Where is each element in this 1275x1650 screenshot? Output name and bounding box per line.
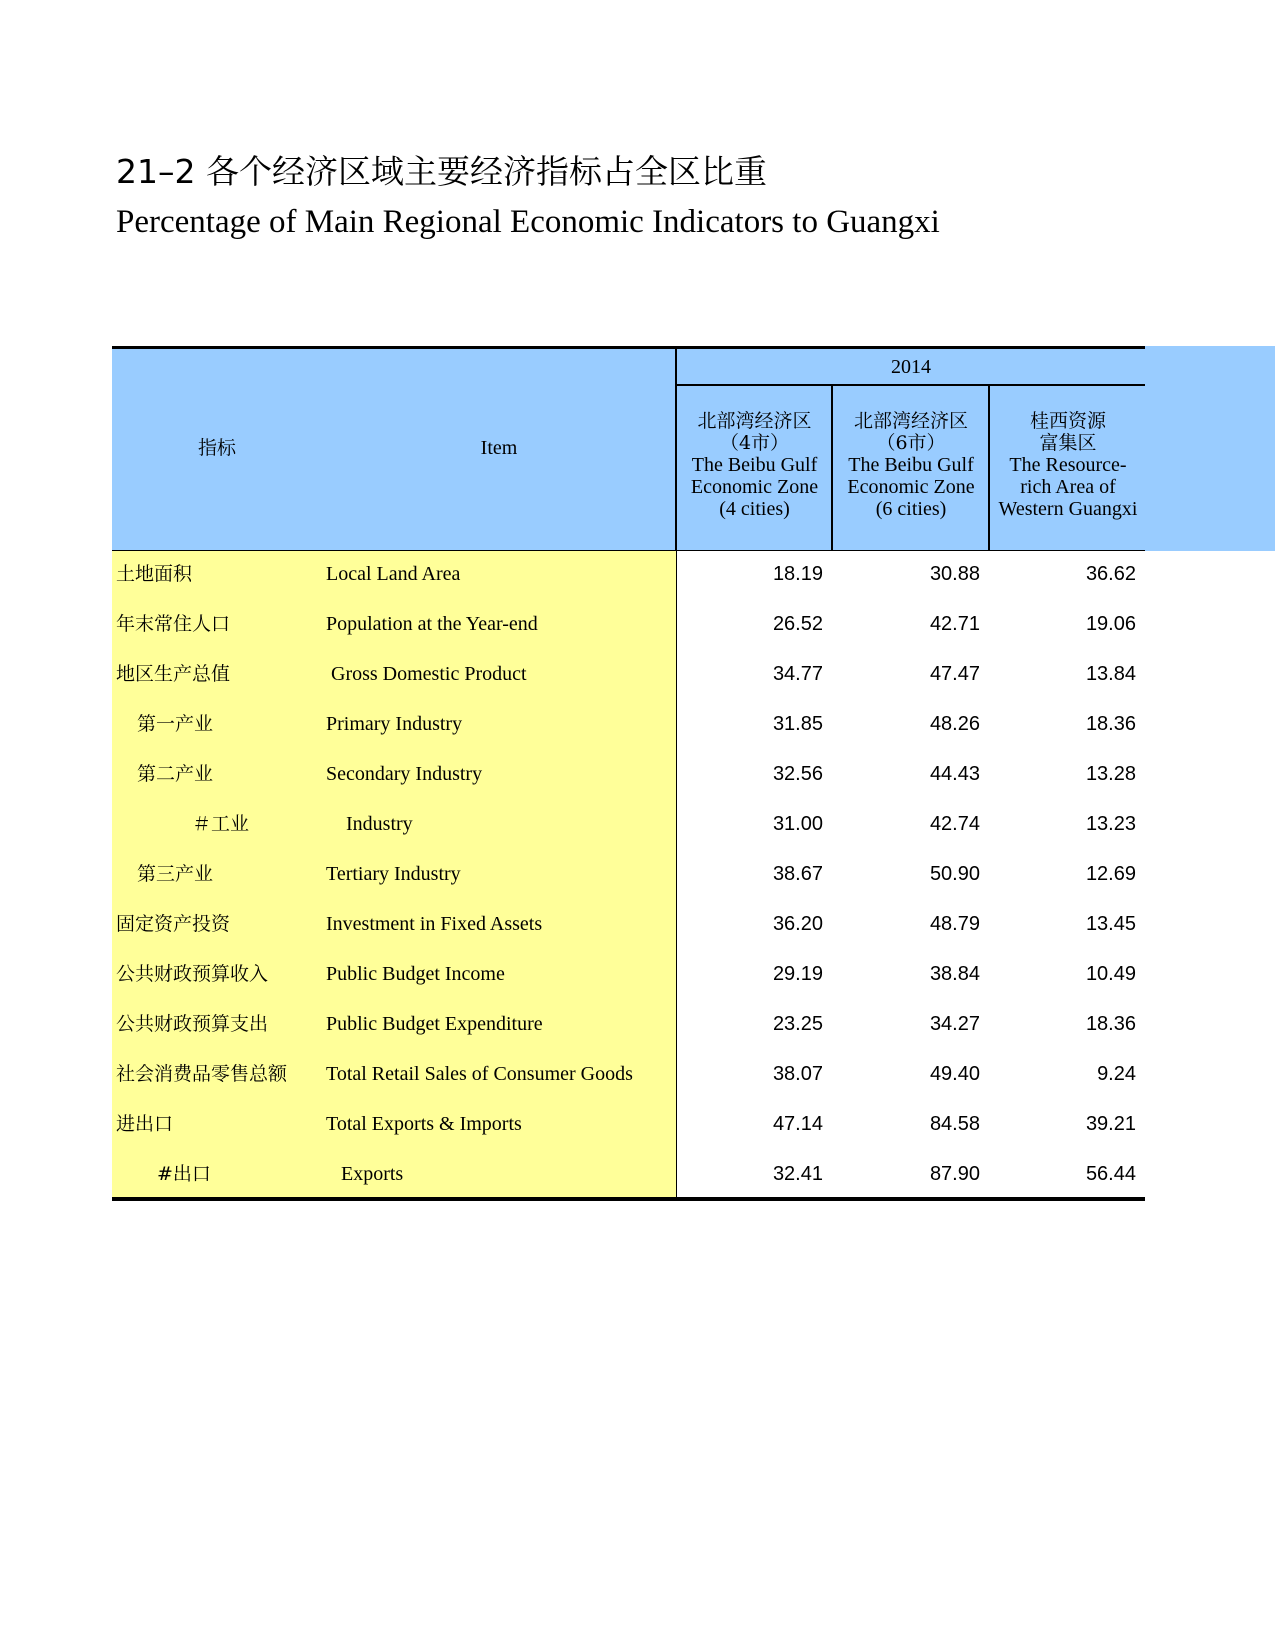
- row-indicator-cn: 公共财政预算收入: [116, 963, 269, 985]
- row-value-col1: 26.52: [772, 613, 823, 635]
- row-value-col3: 12.69: [1085, 863, 1136, 885]
- table-bottom-rule: [112, 1197, 1145, 1201]
- row-value-col2: 84.58: [929, 1113, 980, 1135]
- header-col-beibu-4-cities: [677, 410, 832, 520]
- table-row: [112, 699, 1145, 749]
- row-value-col3: 36.62: [1085, 563, 1136, 585]
- row-value-col1: 38.07: [772, 1063, 823, 1085]
- row-indicator-cn: 地区生产总值: [116, 663, 231, 685]
- row-value-col2: 34.27: [929, 1013, 980, 1035]
- row-indicator-cn: 固定资产投资: [116, 913, 231, 935]
- row-value-col2: 42.71: [929, 613, 980, 635]
- page-title-chinese: 21–2 各个经济区域主要经济指标占全区比重: [116, 152, 767, 191]
- row-value-col3: 9.24: [1097, 1063, 1136, 1085]
- col3-cn-line2: 富集区: [1039, 432, 1097, 454]
- row-value-col2: 47.47: [929, 663, 980, 685]
- divider-col2-col3: [988, 384, 990, 551]
- row-indicator-cn: ＃工业: [192, 813, 250, 835]
- col3-cn-line1: 桂西资源: [1029, 410, 1106, 432]
- table-row: [112, 1149, 1145, 1199]
- table-row: [112, 899, 1145, 949]
- table-row: [112, 799, 1145, 849]
- row-value-col2: 44.43: [929, 763, 980, 785]
- header-col-western-guangxi: [990, 410, 1146, 520]
- table-row: [112, 1049, 1145, 1099]
- row-indicator-cn: 土地面积: [116, 563, 193, 585]
- row-value-col2: 42.74: [929, 813, 980, 835]
- row-value-col3: 13.45: [1085, 913, 1136, 935]
- row-value-col2: 38.84: [929, 963, 980, 985]
- row-item-en: Primary Industry: [326, 713, 463, 735]
- table-row: [112, 549, 1145, 599]
- page-title-english: Percentage of Main Regional Economic Indicators to Guangxi: [116, 204, 940, 240]
- row-value-col3: 10.49: [1085, 963, 1136, 985]
- row-value-col1: 31.85: [772, 713, 823, 735]
- row-item-en: Total Retail Sales of Consumer Goods: [326, 1063, 633, 1085]
- header-col-beibu-6-cities: [833, 410, 989, 520]
- row-indicator-cn: 第二产业: [137, 763, 214, 785]
- row-indicator-cn: 第三产业: [137, 863, 214, 885]
- row-value-col3: 56.44: [1085, 1163, 1136, 1185]
- row-item-en: Public Budget Expenditure: [326, 1013, 543, 1035]
- table-row: [112, 849, 1145, 899]
- col2-cn-line1: 北部湾经济区: [853, 410, 968, 432]
- table-row: [112, 1099, 1145, 1149]
- col1-en-line1: The Beibu Gulf: [691, 454, 818, 476]
- row-indicator-cn: 社会消费品零售总额: [116, 1063, 288, 1085]
- row-item-en: Total Exports & Imports: [326, 1113, 522, 1135]
- row-indicator-cn: 进出口: [116, 1113, 174, 1135]
- row-value-col1: 29.19: [772, 963, 823, 985]
- row-value-col1: 23.25: [772, 1013, 823, 1035]
- row-value-col2: 49.40: [929, 1063, 980, 1085]
- row-item-en: Secondary Industry: [326, 763, 483, 785]
- row-item-en: Industry: [346, 813, 413, 835]
- header-year: 2014: [891, 356, 931, 378]
- row-value-col2: 48.79: [929, 913, 980, 935]
- row-value-col1: 32.41: [772, 1163, 823, 1185]
- row-value-col1: 47.14: [772, 1113, 823, 1135]
- table-row: [112, 599, 1145, 649]
- col2-cn-line2: （6市）: [876, 432, 946, 454]
- row-item-en: Exports: [341, 1163, 404, 1185]
- header-indicator-label: 指标: [197, 437, 236, 459]
- col1-en-line2: Economic Zone: [690, 476, 819, 498]
- col1-cn-line1: 北部湾经济区: [697, 410, 812, 432]
- row-item-en: Tertiary Industry: [326, 863, 461, 885]
- row-value-col1: 31.00: [772, 813, 823, 835]
- row-item-en: Population at the Year-end: [326, 613, 538, 635]
- col2-en-line1: The Beibu Gulf: [848, 454, 974, 476]
- col2-en-line3: (6 cities): [875, 498, 947, 520]
- table-row: [112, 949, 1145, 999]
- row-value-col3: 39.21: [1085, 1113, 1136, 1135]
- row-value-col2: 30.88: [929, 563, 980, 585]
- row-value-col3: 18.36: [1085, 1013, 1136, 1035]
- year-underline: [676, 384, 1145, 386]
- row-item-en: Investment in Fixed Assets: [326, 913, 543, 935]
- row-value-col1: 18.19: [772, 563, 823, 585]
- col3-en-line2: rich Area of: [1020, 476, 1116, 498]
- row-value-col3: 18.36: [1085, 713, 1136, 735]
- col3-en-line1: The Resource-: [1009, 454, 1127, 476]
- row-value-col1: 38.67: [772, 863, 823, 885]
- row-value-col1: 36.20: [772, 913, 823, 935]
- header-item-label: Item: [480, 437, 518, 459]
- col1-en-line3: (4 cities): [719, 498, 790, 520]
- col3-en-line3: Western Guangxi: [998, 498, 1138, 520]
- table-row: [112, 749, 1145, 799]
- table-row: [112, 999, 1145, 1049]
- table-row: [112, 649, 1145, 699]
- row-indicator-cn: #出口: [157, 1163, 211, 1185]
- row-value-col2: 50.90: [929, 863, 980, 885]
- row-value-col2: 48.26: [929, 713, 980, 735]
- row-item-en: Local Land Area: [326, 563, 461, 585]
- row-item-en: Public Budget Income: [326, 963, 505, 985]
- row-value-col2: 87.90: [929, 1163, 980, 1185]
- row-value-col3: 13.28: [1085, 763, 1136, 785]
- row-value-col1: 32.56: [772, 763, 823, 785]
- divider-col1-col2: [831, 384, 833, 551]
- row-value-col1: 34.77: [772, 663, 823, 685]
- table-top-rule: [112, 346, 1145, 349]
- row-value-col3: 19.06: [1085, 613, 1136, 635]
- row-indicator-cn: 第一产业: [137, 713, 214, 735]
- col2-en-line2: Economic Zone: [847, 476, 975, 498]
- row-value-col3: 13.84: [1085, 663, 1136, 685]
- col1-cn-line2: （4市）: [719, 432, 790, 454]
- row-item-en: Gross Domestic Product: [326, 663, 527, 685]
- row-indicator-cn: 年末常住人口: [116, 613, 231, 635]
- row-value-col3: 13.23: [1085, 813, 1136, 835]
- row-indicator-cn: 公共财政预算支出: [116, 1013, 269, 1035]
